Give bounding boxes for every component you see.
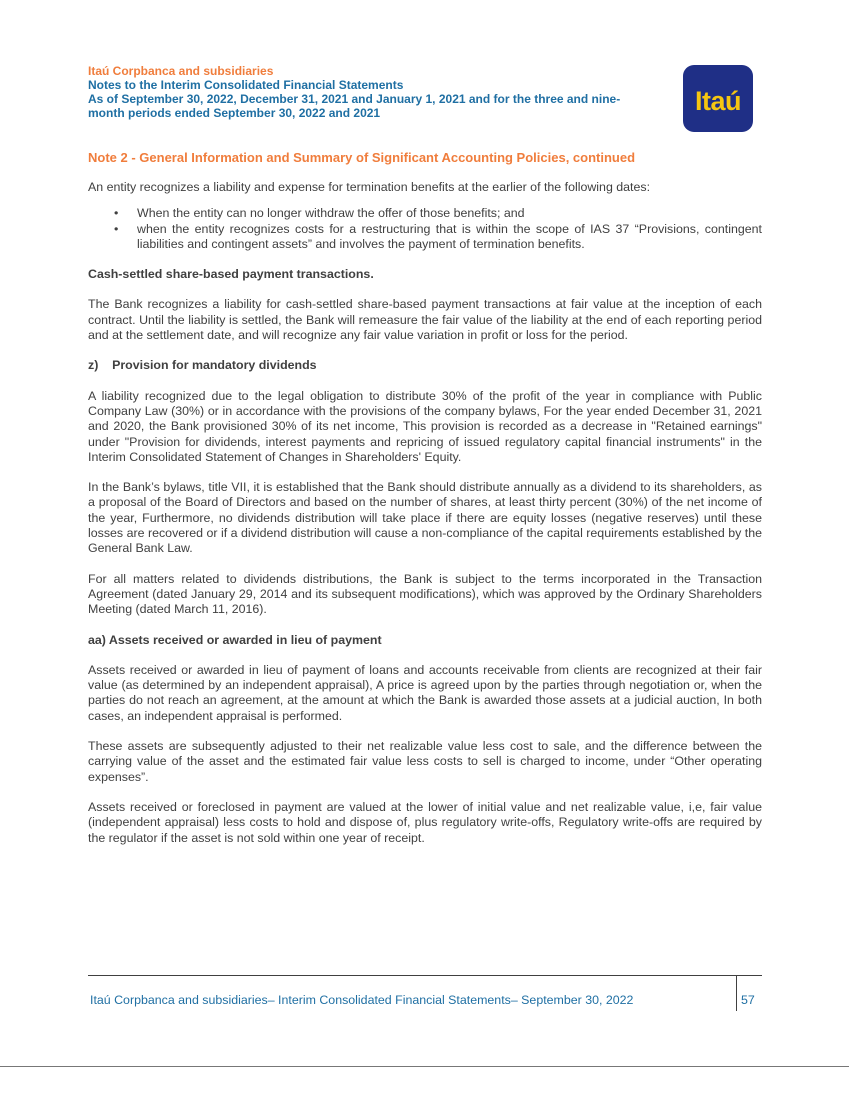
section-aa-heading: aa) Assets received or awarded in lieu of payment	[88, 632, 382, 647]
itau-logo	[683, 65, 753, 132]
section-z-heading: z) Provision for mandatory dividends	[88, 358, 317, 373]
list-item-text: when the entity recognizes costs for a restructuring that is within the scope of IAS 37 “Provisions, contingent liabilities and contingent assets” and involves the payment of termination benefits.	[137, 221, 762, 251]
termination-benefit-list	[88, 206, 762, 252]
bullet-icon: •	[114, 221, 119, 236]
section-aa-paragraph-3: Assets received or foreclosed in payment are valued at the lower of initial value and net realizable value, i,e, fair value (independent appraisal) less costs to hold and dispose of, plus regulatory write-offs, Regulatory write-offs are required by the regulator if the asset is not sold within one year of receipt.	[88, 799, 762, 845]
bullet-icon: •	[114, 206, 119, 221]
note-title: Note 2 - General Information and Summary of Significant Accounting Policies, continued	[88, 150, 636, 165]
section-z-paragraph-2: In the Bank’s bylaws, title VII, it is established that the Bank should distribute annually as a dividend to its shareholders, as a proposal of the Board of Directors and based on the number of shares, at least thirty percent (30%) of the net income of the year, Furthermore, no dividends distribution will take place if there are equity losses (negative reserves) until these losses are recovered or if a dividend distribution will cause a non-compliance of the capital requirements established by the General Bank Law.	[88, 480, 762, 556]
cash-settled-heading: Cash-settled share-based payment transactions.	[88, 267, 374, 282]
page-header	[88, 64, 668, 120]
logo-text: Itaú	[694, 86, 741, 116]
section-aa-paragraph-1: Assets received or awarded in lieu of payment of loans and accounts receivable from clients are recognized at their fair value (as determined by an independent appraisal), A price is agreed upon by the parties through negotiation or, when the parties do not reach an agreement, at the amount at which the Bank is awarded those assets at a judicial auction, In both cases, an independent appraisal is performed.	[88, 662, 762, 723]
page-content	[88, 150, 762, 861]
company-name: Itaú Corpbanca and subsidiaries	[88, 64, 274, 78]
intro-paragraph: An entity recognizes a liability and expense for termination benefits at the earlier of the following dates:	[88, 180, 651, 194]
cash-settled-paragraph: The Bank recognizes a liability for cash-settled share-based payment transactions at fair value at the inception of each contract. Until the liability is settled, the Bank will remeasure the fair value of the liability at the end of each reporting period and at the settlement date, and will recognize any fair value variation in profit or loss for the period.	[88, 297, 762, 343]
list-item	[88, 206, 762, 221]
list-item	[88, 222, 762, 253]
page-number: 57	[741, 993, 755, 1007]
page-bottom-edge	[0, 1066, 849, 1067]
period-line-2: month periods ended September 30, 2022 and 2021	[88, 106, 381, 120]
footer-text: Itaú Corpbanca and subsidiaries– Interim Consolidated Financial Statements– September 30, 2022	[90, 993, 634, 1007]
document-title: Notes to the Interim Consolidated Financial Statements	[88, 78, 404, 92]
period-line-1: As of September 30, 2022, December 31, 2021 and January 1, 2021 and for the three and nine-	[88, 92, 621, 106]
section-z-paragraph-1: A liability recognized due to the legal obligation to distribute 30% of the profit of the year in compliance with Public Company Law (30%) or in accordance with the provisions of the company bylaws, For the year ended December 31, 2021 and 2020, the Bank provisioned 30% of its net income, This provision is recorded as a decrease in "Retained earnings" under "Provision for dividends, interest payments and repricing of issued regulatory capital financial instruments" in the Interim Consolidated Statement of Changes in Shareholders' Equity.	[88, 388, 762, 464]
footer-divider	[88, 975, 762, 976]
section-z-paragraph-3: For all matters related to dividends distributions, the Bank is subject to the terms incorporated in the Transaction Agreement (dated January 29, 2014 and its subsequent modifications), which was approved by the Ordinary Shareholders Meeting (dated March 11, 2016).	[88, 571, 762, 617]
footer-page-separator	[736, 975, 737, 1011]
list-item-text: When the entity can no longer withdraw the offer of those benefits; and	[137, 206, 525, 221]
section-aa-paragraph-2: These assets are subsequently adjusted to their net realizable value less cost to sale, and the difference between the carrying value of the asset and the estimated fair value less costs to sell is charged to income, under “Other operating expenses”.	[88, 739, 762, 784]
